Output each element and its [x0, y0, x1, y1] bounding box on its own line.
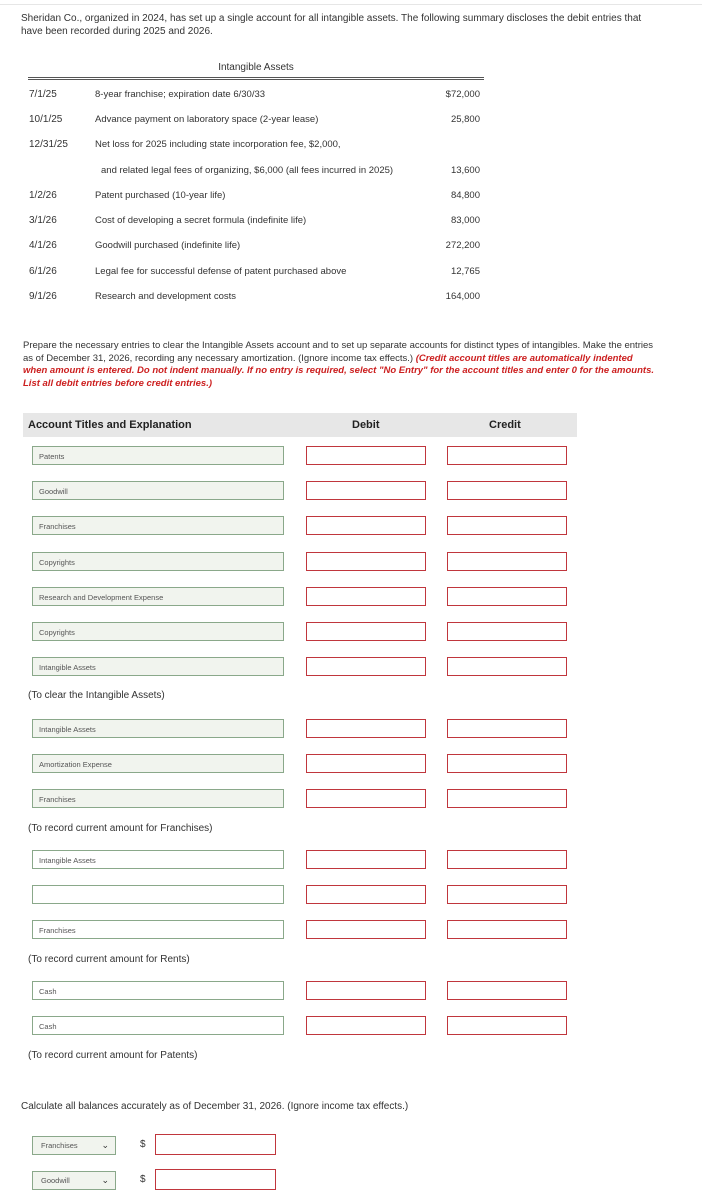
row-date: 3/1/26 — [29, 215, 57, 226]
account-title-select[interactable]: Intangible Assets — [32, 719, 284, 738]
account-title-select[interactable]: Franchises — [32, 920, 284, 939]
credit-input[interactable] — [447, 719, 567, 738]
instructions — [23, 340, 655, 390]
balance-input[interactable] — [155, 1169, 276, 1190]
credit-input[interactable] — [447, 981, 567, 1000]
credit-input[interactable] — [447, 446, 567, 465]
entry-note: (To record current amount for Patents) — [28, 1050, 198, 1061]
debit-input[interactable] — [306, 622, 426, 641]
row-amount: 12,765 — [450, 266, 480, 277]
debit-input[interactable] — [306, 481, 426, 500]
account-title-select[interactable]: Research and Development Expense — [32, 587, 284, 606]
row-amount: 164,000 — [445, 291, 480, 302]
credit-input[interactable] — [447, 1016, 567, 1035]
journal-header — [23, 413, 577, 437]
credit-input[interactable] — [447, 552, 567, 571]
balance-account-label: Goodwill — [41, 1176, 70, 1185]
row-date: 9/1/26 — [29, 291, 57, 302]
row-desc: Net loss for 2025 including state incorporation fee, $2,000, — [95, 139, 341, 150]
account-title-select[interactable]: Patents — [32, 446, 284, 465]
row-desc: Research and development costs — [95, 291, 236, 302]
debit-column-header: Debit — [352, 419, 380, 431]
entry-note: (To record current amount for Franchises) — [28, 823, 213, 834]
account-title-select[interactable]: Intangible Assets — [32, 850, 284, 869]
account-title-select[interactable]: Cash — [32, 981, 284, 1000]
chevron-down-icon: ⌄ — [101, 1140, 109, 1150]
top-divider — [0, 4, 702, 5]
debit-input[interactable] — [306, 920, 426, 939]
debit-input[interactable] — [306, 850, 426, 869]
debit-input[interactable] — [306, 885, 426, 904]
balance-account-select[interactable] — [32, 1171, 116, 1190]
balance-input[interactable] — [155, 1134, 276, 1155]
instructions-red: (Credit account titles are automatically indented when amount is entered. Do not indent manually. If no entry is required, select "No Entry" for the account titles and enter 0 for the amounts. List all debit entries before credit entries.) — [23, 352, 654, 389]
row-desc: Cost of developing a secret formula (indefinite life) — [95, 215, 307, 226]
debit-input[interactable] — [306, 981, 426, 1000]
account-title-select[interactable]: Franchises — [32, 516, 284, 535]
table-rule — [28, 79, 484, 80]
row-desc: Legal fee for successful defense of patent purchased above — [95, 266, 347, 277]
row-amount: 83,000 — [450, 215, 480, 226]
row-date: 4/1/26 — [29, 240, 57, 251]
debit-input[interactable] — [306, 1016, 426, 1035]
row-date: 1/2/26 — [29, 190, 57, 201]
credit-input[interactable] — [447, 885, 567, 904]
debit-input[interactable] — [306, 719, 426, 738]
credit-input[interactable] — [447, 850, 567, 869]
row-amount: 13,600 — [450, 165, 480, 176]
row-amount: $72,000 — [445, 89, 480, 100]
balance-account-label: Franchises — [41, 1141, 78, 1150]
account-column-header: Account Titles and Explanation — [28, 419, 192, 431]
credit-input[interactable] — [447, 789, 567, 808]
account-title-select[interactable]: Copyrights — [32, 622, 284, 641]
row-date: 10/1/25 — [29, 114, 63, 125]
credit-input[interactable] — [447, 920, 567, 939]
debit-input[interactable] — [306, 552, 426, 571]
balance-account-select[interactable] — [32, 1136, 116, 1155]
calculate-prompt: Calculate all balances accurately as of December 31, 2026. (Ignore income tax effects.) — [21, 1101, 409, 1112]
entry-note: (To clear the Intangible Assets) — [28, 690, 165, 701]
row-desc: Patent purchased (10-year life) — [95, 190, 226, 201]
credit-input[interactable] — [447, 481, 567, 500]
intangible-table-title: Intangible Assets — [218, 62, 294, 73]
entry-note: (To record current amount for Rents) — [28, 954, 190, 965]
row-amount: 25,800 — [450, 114, 480, 125]
debit-input[interactable] — [306, 446, 426, 465]
debit-input[interactable] — [306, 789, 426, 808]
row-desc: 8-year franchise; expiration date 6/30/33 — [95, 89, 266, 100]
row-amount: 84,800 — [450, 190, 480, 201]
credit-input[interactable] — [447, 622, 567, 641]
debit-input[interactable] — [306, 657, 426, 676]
instructions-plain: Prepare the necessary entries to clear the Intangible Assets account and to set up separate accounts for distinct types of intangibles. Make the entries as of December 31, 2026, recording any necessary amortization. (Ignore income tax effects.) — [23, 340, 654, 364]
row-desc: Goodwill purchased (indefinite life) — [95, 240, 241, 251]
row-desc: and related legal fees of organizing, $6,000 (all fees incurred in 2025) — [101, 165, 394, 176]
credit-input[interactable] — [447, 657, 567, 676]
credit-column-header: Credit — [489, 419, 521, 431]
account-title-select[interactable]: Franchises — [32, 789, 284, 808]
credit-input[interactable] — [447, 516, 567, 535]
account-title-select[interactable] — [32, 885, 284, 904]
currency-symbol: $ — [140, 1174, 146, 1185]
account-title-select[interactable]: Goodwill — [32, 481, 284, 500]
row-desc: Advance payment on laboratory space (2-year lease) — [95, 114, 319, 125]
currency-symbol: $ — [140, 1139, 146, 1150]
credit-input[interactable] — [447, 754, 567, 773]
account-title-select[interactable]: Intangible Assets — [32, 657, 284, 676]
row-date: 7/1/25 — [29, 89, 57, 100]
row-amount: 272,200 — [445, 240, 480, 251]
problem-statement: Sheridan Co., organized in 2024, has set up a single account for all intangible assets. The following summary discloses the debit entries that have been recorded during 2025 and 2026. — [21, 13, 642, 37]
account-title-select[interactable]: Cash — [32, 1016, 284, 1035]
table-rule — [28, 77, 484, 78]
row-date: 6/1/26 — [29, 266, 57, 277]
debit-input[interactable] — [306, 754, 426, 773]
account-title-select[interactable]: Copyrights — [32, 552, 284, 571]
chevron-down-icon: ⌄ — [101, 1175, 109, 1185]
debit-input[interactable] — [306, 516, 426, 535]
credit-input[interactable] — [447, 587, 567, 606]
row-date: 12/31/25 — [29, 139, 68, 150]
account-title-select[interactable]: Amortization Expense — [32, 754, 284, 773]
debit-input[interactable] — [306, 587, 426, 606]
